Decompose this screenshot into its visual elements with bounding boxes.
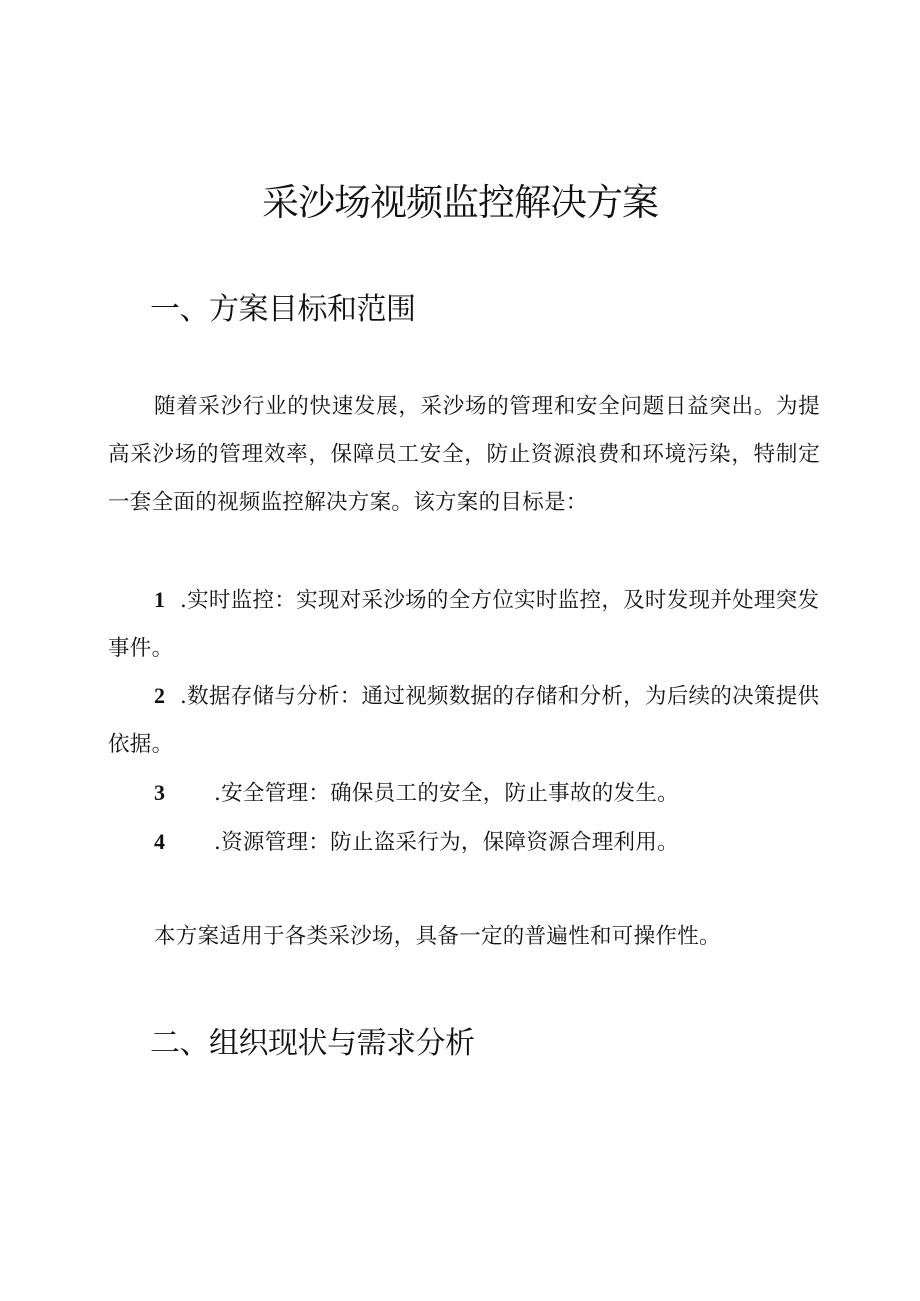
- list-item: [108, 672, 820, 769]
- list-item: [108, 769, 820, 818]
- list-item: [108, 576, 820, 673]
- scope-paragraph: 本方案适用于各类采沙场，具备一定的普遍性和可操作性。: [154, 924, 721, 949]
- section-heading-status-analysis: 二、组织现状与需求分析: [150, 1026, 475, 1061]
- section-heading-goals-scope: 一、方案目标和范围: [150, 292, 416, 327]
- list-item: [108, 818, 820, 867]
- intro-paragraph: 随着采沙行业的快速发展，采沙场的管理和安全问题日益突出。为提高采沙场的管理效率，保障员工安全，防止资源浪费和环境污染，特制定一套全面的视频监控解决方案。该方案的目标是：: [108, 394, 820, 515]
- list-item-text: .数据存储与分析：通过视频数据的存储和分析，为后续的决策提供依据。: [108, 684, 820, 757]
- list-item-number: 4: [154, 829, 166, 854]
- list-item-text: .安全管理：确保员工的安全，防止事故的发生。: [214, 781, 679, 806]
- document-title: 采沙场视频监控解决方案: [262, 181, 658, 224]
- list-item-number: 1: [154, 587, 166, 612]
- list-item-text: .实时监控：实现对采沙场的全方位实时监控，及时发现并处理突发事件。: [108, 588, 820, 661]
- list-item-number: 3: [154, 780, 166, 805]
- list-item-text: .资源管理：防止盗采行为，保障资源合理利用。: [214, 830, 679, 855]
- list-item-number: 2: [154, 683, 166, 708]
